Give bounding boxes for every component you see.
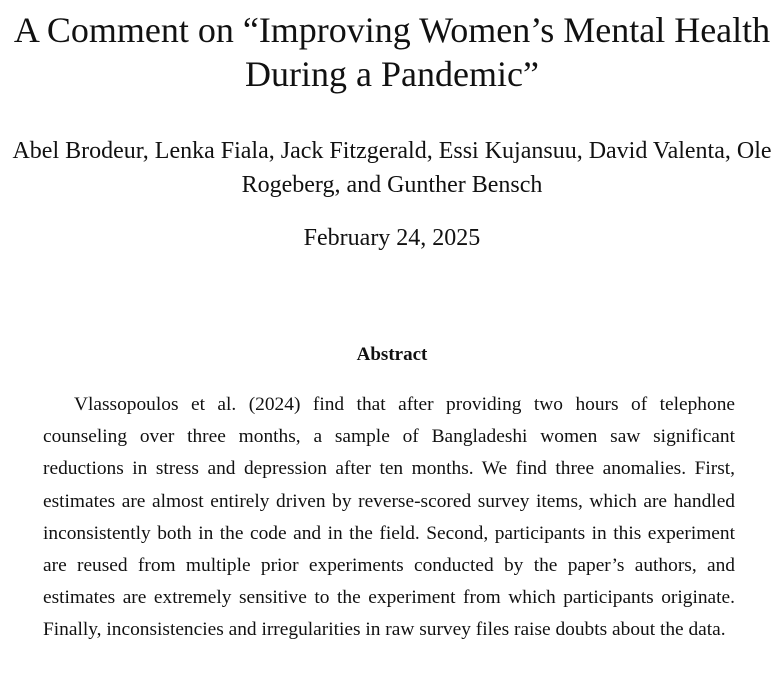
abstract-heading: Abstract [356,344,428,365]
publication-date: February 24, 2025 [303,225,481,251]
abstract-text: Vlassopoulos et al. (2024) find that after providing two hours of telephone counseling over three months, a sample of Bangladeshi women saw significant reductions in stress and depression after ten months. We find three anomalies. First, estimates are almost entirely driven by reverse-scored survey items, which are handled inconsistently both in the code and in the field. Second, participants in this experiment are reused from multiple prior experiments conducted by the paper’s authors, and estimates are extremely sensitive to the experiment from which participants originate. Finally, inconsistencies and irregularities in raw survey files raise doubts about the data. [43,394,735,641]
paper-title: A Comment on “Improving Women’s Mental Health During a Pandemic” [13,10,771,94]
author-list: Abel Brodeur, Lenka Fiala, Jack Fitzgerald, Essi Kujansuu, David Valenta, Ole Rogeberg, and Gunther Bensch [12,138,772,198]
